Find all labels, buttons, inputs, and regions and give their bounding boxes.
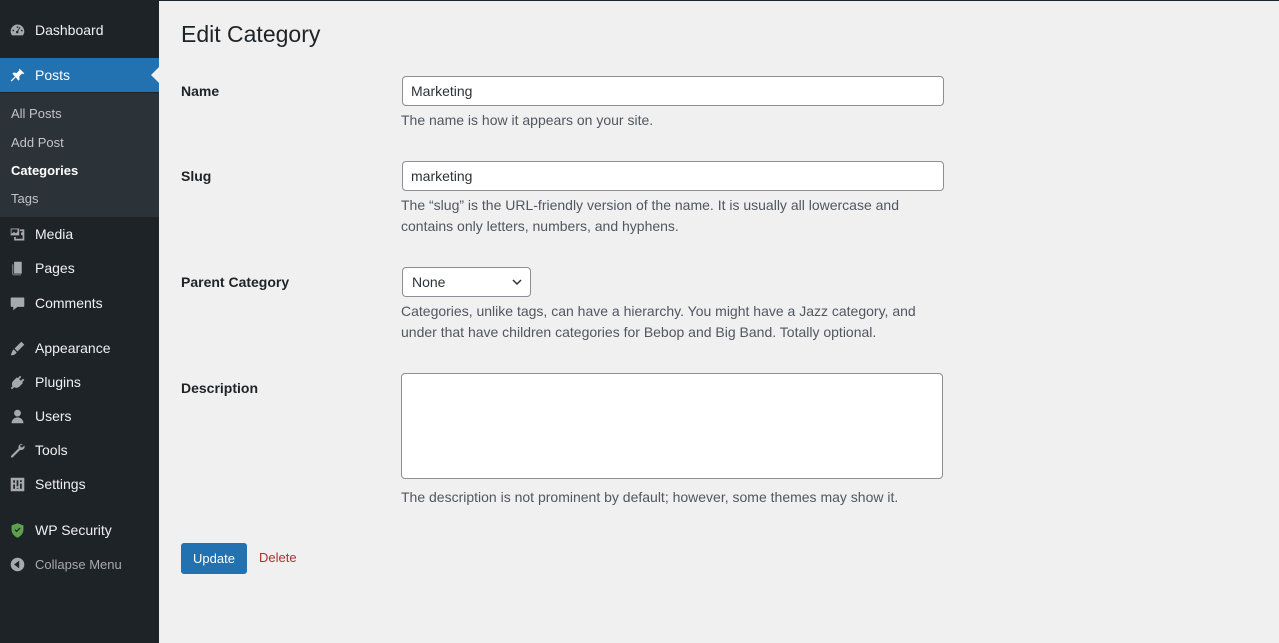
sidebar-item-pages[interactable] — [0, 251, 159, 285]
plugins-icon — [8, 373, 26, 391]
sidebar-item-label: Tools — [35, 442, 68, 458]
pages-icon — [8, 259, 26, 277]
description-label: Description — [181, 380, 259, 396]
sidebar-item-users[interactable] — [0, 399, 159, 433]
submenu-item-tags[interactable]: Tags — [11, 191, 39, 206]
sidebar-item-label: Pages — [35, 260, 75, 276]
sidebar-item-dashboard[interactable] — [0, 13, 159, 47]
slug-input[interactable] — [402, 161, 944, 191]
current-menu-arrow — [151, 67, 159, 83]
description-textarea[interactable] — [401, 373, 943, 479]
media-icon — [8, 225, 26, 243]
sidebar-item-label: Users — [35, 408, 72, 424]
description-help-text: The description is not prominent by default; however, some themes may show it. — [401, 489, 899, 505]
chevron-down-icon — [511, 276, 523, 288]
update-button[interactable]: Update — [181, 543, 247, 574]
sidebar-item-label: Comments — [35, 295, 103, 311]
shield-icon — [8, 521, 26, 539]
sidebar-item-label: Posts — [35, 67, 71, 83]
sidebar-item-wp-security[interactable] — [0, 513, 159, 547]
submenu-item-all-posts[interactable]: All Posts — [11, 106, 62, 121]
dashboard-icon — [8, 21, 26, 39]
parent-category-value: None — [412, 274, 446, 290]
sidebar-item-label: Plugins — [35, 374, 81, 390]
submenu-item-categories[interactable]: Categories — [11, 163, 79, 178]
pin-icon — [8, 66, 26, 84]
collapse-menu-label: Collapse Menu — [35, 556, 122, 572]
sidebar-item-plugins[interactable] — [0, 365, 159, 399]
slug-label: Slug — [181, 168, 212, 184]
sidebar-item-label: Dashboard — [35, 22, 104, 38]
parent-category-select[interactable] — [402, 267, 531, 297]
sidebar-item-media[interactable] — [0, 217, 159, 251]
name-input[interactable] — [402, 76, 944, 106]
collapse-menu-button[interactable] — [0, 547, 159, 581]
tools-icon — [8, 441, 26, 459]
name-label: Name — [181, 83, 220, 99]
parent-category-help-text: Categories, unlike tags, can have a hierarchy. You might have a Jazz category, and under that have children categories for Bebop and Big Band. Totally optional. — [401, 303, 916, 340]
sidebar-item-settings[interactable] — [0, 467, 159, 501]
delete-link[interactable]: Delete — [259, 550, 297, 565]
sidebar-item-posts[interactable] — [0, 58, 159, 92]
name-help-text: The name is how it appears on your site. — [401, 112, 654, 128]
sidebar-item-appearance[interactable] — [0, 331, 159, 365]
posts-submenu — [0, 93, 159, 217]
slug-help-text: The “slug” is the URL-friendly version of the name. It is usually all lowercase and contains only letters, numbers, and hyphens. — [401, 197, 899, 234]
admin-sidebar — [0, 1, 159, 643]
sidebar-item-label: WP Security — [35, 522, 112, 538]
page-title: Edit Category — [181, 21, 321, 47]
sidebar-item-label: Appearance — [35, 340, 111, 356]
submenu-item-add-post[interactable]: Add Post — [11, 135, 64, 150]
settings-icon — [8, 475, 26, 493]
users-icon — [8, 407, 26, 425]
comments-icon — [8, 294, 26, 312]
top-border — [0, 0, 1279, 1]
sidebar-item-comments[interactable] — [0, 286, 159, 320]
sidebar-item-tools[interactable] — [0, 433, 159, 467]
parent-category-label: Parent Category — [181, 274, 290, 290]
appearance-icon — [8, 339, 26, 357]
sidebar-item-label: Settings — [35, 476, 86, 492]
sidebar-item-label: Media — [35, 226, 74, 242]
collapse-icon — [8, 555, 26, 573]
